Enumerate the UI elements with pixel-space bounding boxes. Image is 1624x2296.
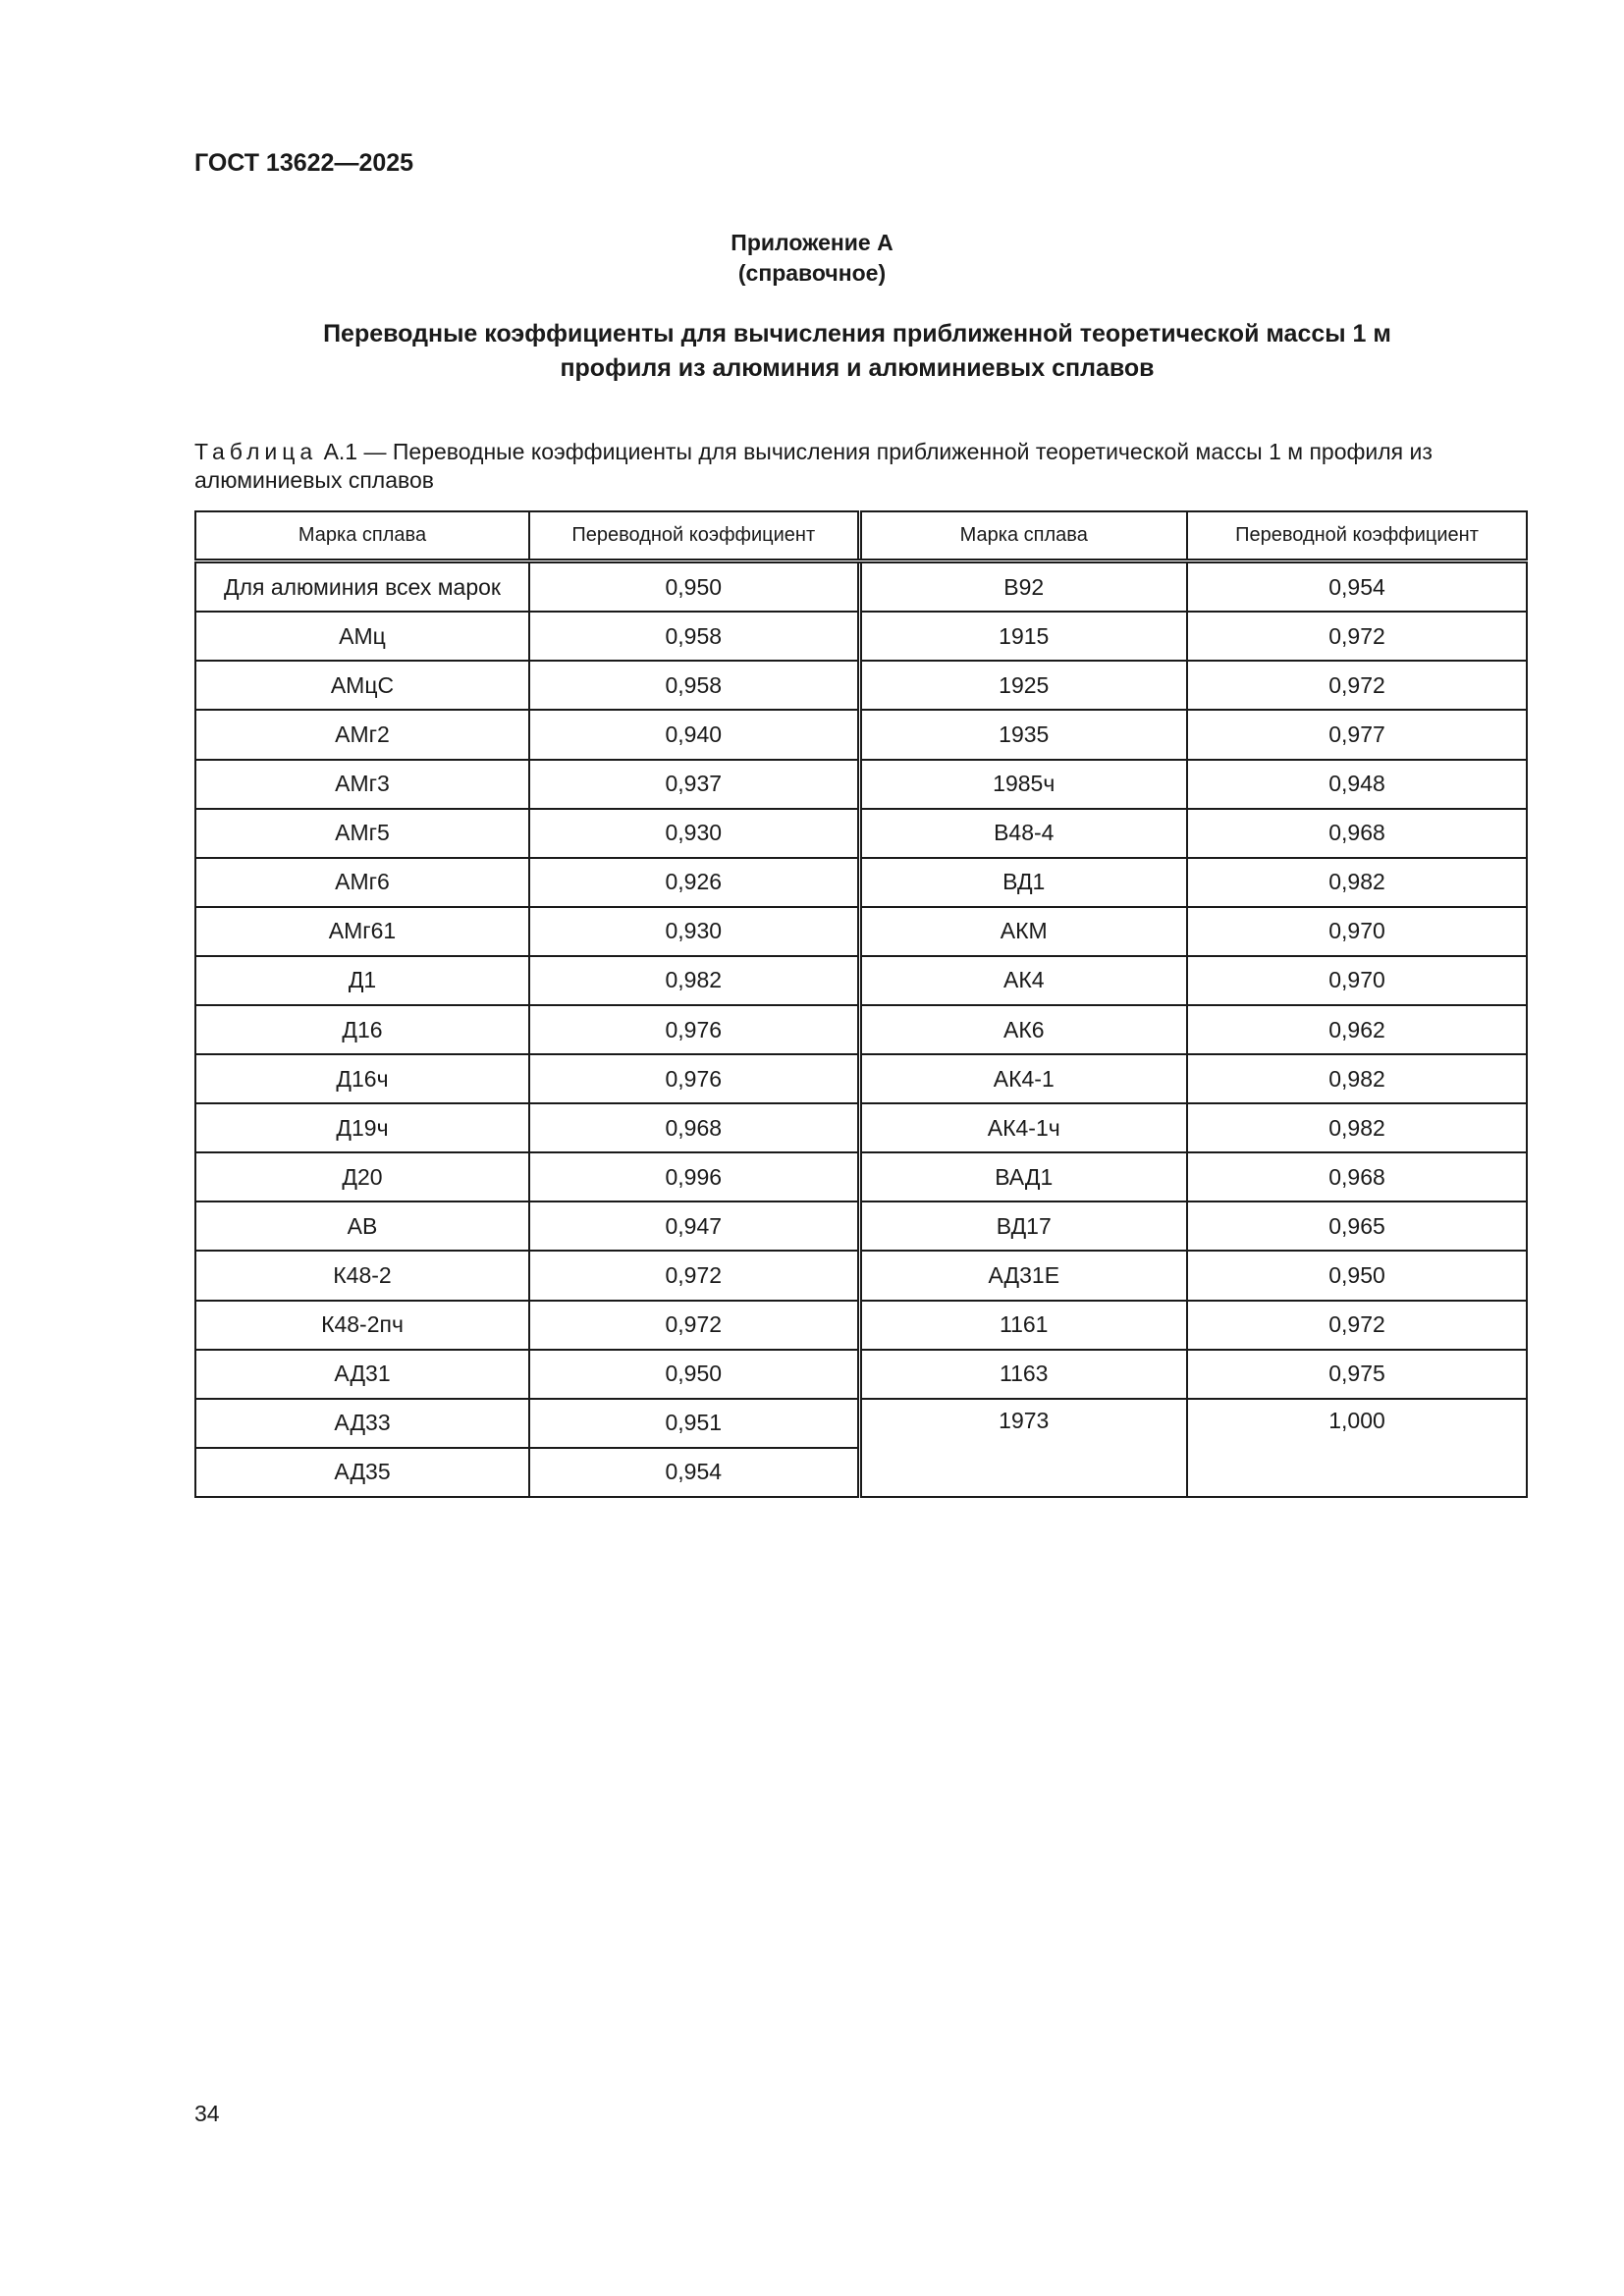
grade-cell-right: 1161 (859, 1301, 1187, 1350)
table-row (195, 710, 1527, 759)
coef-cell-left: 0,958 (529, 661, 859, 710)
coef-cell-right: 0,970 (1187, 907, 1527, 956)
main-title-line-2: профиля из алюминия и алюминиевых сплавов (560, 354, 1155, 382)
coef-cell-left: 0,926 (529, 858, 859, 907)
coef-cell-left: 0,930 (529, 809, 859, 858)
coef-cell-left: 0,947 (529, 1201, 859, 1251)
grade-cell-right: АК4-1ч (859, 1103, 1187, 1152)
coef-cell-right: 0,965 (1187, 1201, 1527, 1251)
header-grade-left: Марка сплава (195, 511, 529, 561)
grade-cell-left: Д16ч (195, 1054, 529, 1103)
grade-cell-right: АК4 (859, 956, 1187, 1005)
grade-cell-left: АМцС (195, 661, 529, 710)
coefficient-table (194, 510, 1528, 1498)
coef-cell-right: 0,982 (1187, 858, 1527, 907)
table-row (195, 1201, 1527, 1251)
grade-cell-left: АМг61 (195, 907, 529, 956)
coef-cell-left: 0,996 (529, 1152, 859, 1201)
coef-cell-right: 0,970 (1187, 956, 1527, 1005)
grade-cell-left: АМг2 (195, 710, 529, 759)
grade-cell-right: 1915 (859, 612, 1187, 661)
grade-cell-left: АМг5 (195, 809, 529, 858)
table-row (195, 1350, 1527, 1399)
grade-cell-right: 1925 (859, 661, 1187, 710)
grade-cell-left: Д19ч (195, 1103, 529, 1152)
coef-cell-left: 0,968 (529, 1103, 859, 1152)
coef-cell-right: 1,000 (1187, 1399, 1527, 1497)
table-row (195, 1054, 1527, 1103)
table-row (195, 612, 1527, 661)
coef-cell-right: 0,977 (1187, 710, 1527, 759)
grade-cell-left: АМг3 (195, 760, 529, 809)
main-title-line-1: Переводные коэффициенты для вычисления приближенной теоретической массы 1 м (323, 320, 1391, 347)
grade-cell-right: 1973 (859, 1399, 1187, 1497)
grade-cell-right: 1985ч (859, 760, 1187, 809)
coef-cell-right: 0,972 (1187, 1301, 1527, 1350)
document-code: ГОСТ 13622—2025 (194, 149, 414, 177)
table-row (195, 1005, 1527, 1054)
table-row (195, 561, 1527, 613)
grade-cell-right: ВАД1 (859, 1152, 1187, 1201)
grade-cell-right: АД31Е (859, 1251, 1187, 1300)
coef-cell-left: 0,950 (529, 561, 859, 613)
header-coef-left: Переводной коэффициент (529, 511, 859, 561)
grade-cell-right: АК4-1 (859, 1054, 1187, 1103)
header-coef-right: Переводной коэффициент (1187, 511, 1527, 561)
annex-title: Приложение А (731, 230, 893, 255)
coef-cell-left: 0,940 (529, 710, 859, 759)
grade-cell-left: АВ (195, 1201, 529, 1251)
coef-cell-left: 0,972 (529, 1251, 859, 1300)
grade-cell-left: АД35 (195, 1448, 529, 1497)
table-row (195, 858, 1527, 907)
coef-cell-right: 0,982 (1187, 1054, 1527, 1103)
grade-cell-left: Д1 (195, 956, 529, 1005)
grade-cell-right: В48-4 (859, 809, 1187, 858)
table-caption (194, 438, 1530, 495)
table-caption-text: А.1 — Переводные коэффициенты для вычисления приближенной теоретической массы 1 м профиля из алюминиевых сплавов (194, 439, 1433, 493)
grade-cell-right: ВД1 (859, 858, 1187, 907)
grade-cell-left: Д20 (195, 1152, 529, 1201)
grade-cell-right: 1163 (859, 1350, 1187, 1399)
grade-cell-left: К48-2 (195, 1251, 529, 1300)
coef-cell-left: 0,930 (529, 907, 859, 956)
coefficient-table-body (195, 511, 1527, 1497)
coef-cell-right: 0,962 (1187, 1005, 1527, 1054)
coef-cell-right: 0,982 (1187, 1103, 1527, 1152)
header-grade-right: Марка сплава (859, 511, 1187, 561)
grade-cell-left: АМг6 (195, 858, 529, 907)
coef-cell-right: 0,975 (1187, 1350, 1527, 1399)
table-caption-prefix: Таблица (194, 439, 318, 464)
annex-kind: (справочное) (737, 260, 887, 286)
coef-cell-right: 0,968 (1187, 1152, 1527, 1201)
table-row (195, 809, 1527, 858)
grade-cell-left: АД33 (195, 1399, 529, 1448)
coef-cell-left: 0,954 (529, 1448, 859, 1497)
coef-cell-right: 0,972 (1187, 661, 1527, 710)
grade-cell-right: 1935 (859, 710, 1187, 759)
coef-cell-left: 0,937 (529, 760, 859, 809)
coef-cell-right: 0,972 (1187, 612, 1527, 661)
grade-cell-left: Д16 (195, 1005, 529, 1054)
coef-cell-right: 0,948 (1187, 760, 1527, 809)
grade-cell-right: АК6 (859, 1005, 1187, 1054)
grade-cell-left: Для алюминия всех марок (195, 561, 529, 613)
coef-cell-left: 0,958 (529, 612, 859, 661)
coef-cell-right: 0,954 (1187, 561, 1527, 613)
table-row (195, 1301, 1527, 1350)
grade-cell-left: АМц (195, 612, 529, 661)
grade-cell-right: ВД17 (859, 1201, 1187, 1251)
table-header-row (195, 511, 1527, 561)
grade-cell-right: АКМ (859, 907, 1187, 956)
table-row (195, 1103, 1527, 1152)
main-title (194, 317, 1520, 386)
table-row (195, 760, 1527, 809)
table-row (195, 956, 1527, 1005)
coef-cell-left: 0,982 (529, 956, 859, 1005)
table-row (195, 1152, 1527, 1201)
table-row (195, 1399, 1527, 1448)
table-row (195, 1251, 1527, 1300)
grade-cell-right: В92 (859, 561, 1187, 613)
coef-cell-right: 0,968 (1187, 809, 1527, 858)
table-row (195, 907, 1527, 956)
grade-cell-left: АД31 (195, 1350, 529, 1399)
coef-cell-right: 0,950 (1187, 1251, 1527, 1300)
coef-cell-left: 0,976 (529, 1054, 859, 1103)
coef-cell-left: 0,976 (529, 1005, 859, 1054)
table-row (195, 661, 1527, 710)
coef-cell-left: 0,950 (529, 1350, 859, 1399)
grade-cell-left: К48-2пч (195, 1301, 529, 1350)
coef-cell-left: 0,972 (529, 1301, 859, 1350)
annex-heading (0, 228, 1624, 289)
coef-cell-left: 0,951 (529, 1399, 859, 1448)
page-number: 34 (194, 2101, 220, 2126)
